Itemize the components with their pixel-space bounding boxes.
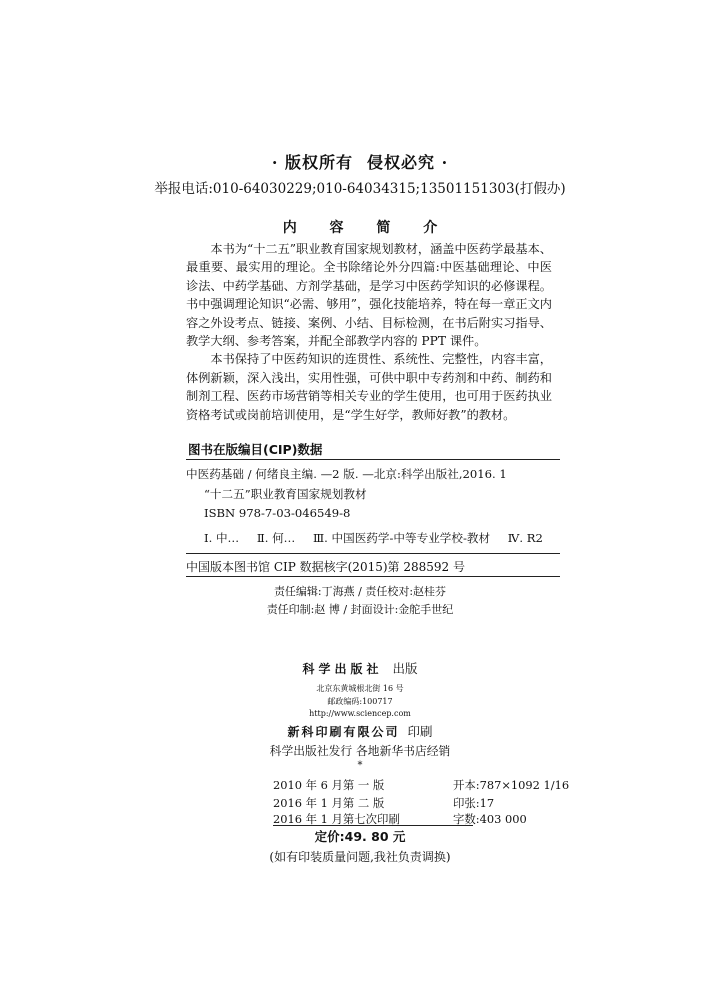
edition-2-right: 印张:17 <box>453 796 495 810</box>
cip-top-rule <box>186 459 560 460</box>
publisher-action: 出版 <box>392 661 418 676</box>
summary-title: 内 容 简 介 <box>282 220 452 236</box>
cip-mid-rule <box>186 553 560 554</box>
quality-note: (如有印装质量问题,我社负责调换) <box>269 850 451 864</box>
cip-title: 图书在版编目(CIP)数据 <box>188 442 323 457</box>
summary-body <box>186 240 552 424</box>
edition-3-right: 字数:403 000 <box>453 812 527 826</box>
publisher-line <box>0 659 720 677</box>
cip-number: 中国版本图书馆 CIP 数据核字(2015)第 288592 号 <box>186 560 465 574</box>
separator-star: * <box>357 760 363 771</box>
printer-line <box>0 722 720 740</box>
edition-row-2 <box>273 795 494 811</box>
staff-line-1: 责任编辑:丁海燕 / 责任校对:赵桂芬 <box>273 585 447 598</box>
edition-rule <box>273 825 473 826</box>
publisher-name: 科学出版社 <box>302 662 383 676</box>
staff-line-2: 责任印制:赵 博 / 封面设计:金舵手世纪 <box>266 603 454 616</box>
cip-class-1: Ⅰ. 中… <box>204 531 240 545</box>
copyright-notice <box>0 150 720 173</box>
distributor-line: 科学出版社发行 各地新华书店经销 <box>269 744 451 758</box>
cip-class-3: Ⅲ. 中国医药学-中等专业学校-教材 <box>312 531 491 545</box>
printer-action: 印刷 <box>407 724 433 739</box>
summary-paragraph-1: 本书为“十二五”职业教育国家规划教材，涵盖中医药学最基本、最重要、最实用的理论。全书除绪论外分四篇:中医基础理论、中医诊法、中药学基础、方剂学基础，是学习中医药学知识的必修课程。书中强调理论知识“必需、够用”，强化技能培养，特在每一章正文内容之外设考点、链接、案例、小结、目标检测，在书后附实习指导、教学大纲、参考答案，并配全部教学内容的 PPT 课件。 <box>186 242 552 349</box>
edition-3-left: 2016 年 1 月第七次印刷 <box>273 812 400 826</box>
report-phone: 举报电话:010-64030229;010-64034315;13501151303(打假办) <box>154 181 566 197</box>
cip-bottom-rule <box>186 576 560 577</box>
price: 定价:49. 80 元 <box>314 829 406 844</box>
edition-1-right: 开本:787×1092 1/16 <box>453 778 570 792</box>
printer-name: 新科印刷有限公司 <box>287 725 400 739</box>
cip-class-2: Ⅱ. 何… <box>256 531 296 545</box>
publisher-zip: 邮政编码:100717 <box>327 697 393 706</box>
cip-class-4: Ⅳ. R2 <box>507 531 543 545</box>
cip-line-1: 中医药基础 / 何绪良主编. —2 版. —北京:科学出版社,2016. 1 <box>186 467 507 481</box>
cip-isbn: ISBN 978-7-03-046549-8 <box>204 506 351 520</box>
edition-row-1 <box>273 777 569 793</box>
summary-paragraph-2: 本书保持了中医药知识的连贯性、系统性、完整性，内容丰富，体例新颖，深入浅出，实用性强，可供中职中专药剂和中药、制药和制剂工程、医药市场营销等相关专业的学生使用，也可用于医药执业资格考试或岗前培训使用，是“学生好学，教师好教”的教材。 <box>186 352 552 422</box>
publisher-address: 北京东黄城根北街 16 号 <box>316 684 404 693</box>
copyright-left: · 版权所有 <box>271 153 353 172</box>
edition-2-left: 2016 年 1 月第 二 版 <box>273 796 385 810</box>
cip-classification <box>204 530 557 546</box>
cip-line-2: “十二五”职业教育国家规划教材 <box>204 487 367 501</box>
copyright-right: 侵权必究 · <box>367 153 449 172</box>
edition-1-left: 2010 年 6 月第 一 版 <box>273 778 385 792</box>
publisher-url: http://www.sciencep.com <box>309 709 411 718</box>
